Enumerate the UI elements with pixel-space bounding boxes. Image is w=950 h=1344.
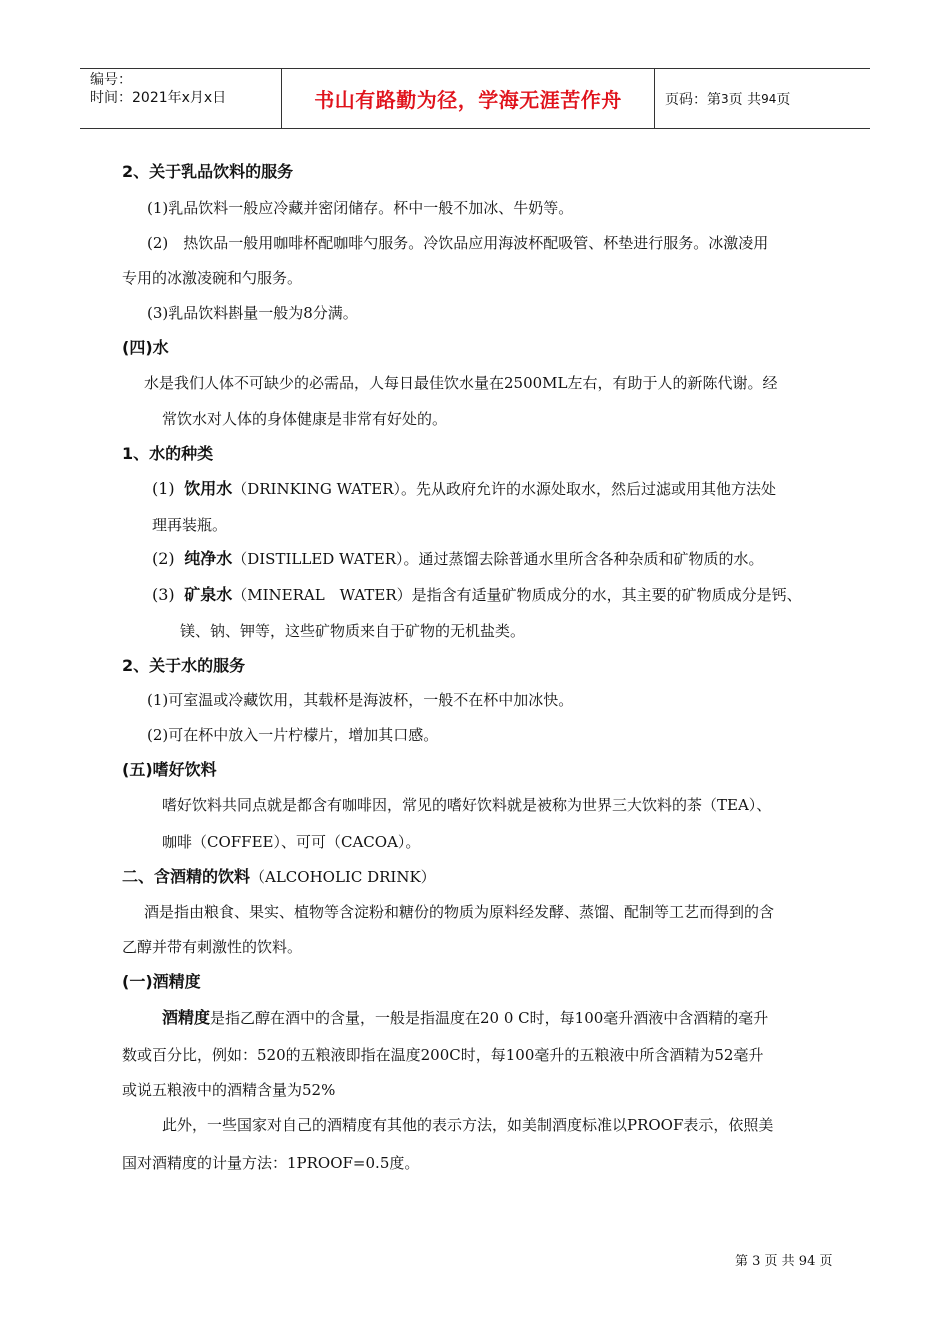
time-label: 时间：2021年x月x日 [90,90,227,106]
list-item [152,585,802,605]
paragraph-line: 此外，一些国家对自己的酒精度有其他的表示方法，如美制酒度标准以PROOF表示，依照美 [162,1116,774,1134]
heading-bold: 二、含酒精的饮料 [122,867,251,886]
header-page-info [655,69,870,128]
paragraph-line: 镁、钠、钾等，这些矿物质来自于矿物的无机盐类。 [180,622,526,640]
section-heading: 2、关于乳品饮料的服务 [122,162,294,181]
paragraph-line: (1)乳品饮料一般应冷藏并密闭储存。杯中一般不加冰、牛奶等。 [147,199,574,217]
paragraph-line: 酒是指由粮食、果实、植物等含淀粉和糖份的物质为原料经发酵、蒸馏、配制等工艺而得到的含 [144,903,775,921]
page-header [80,68,870,129]
page-prefix: 页码：第 [665,91,721,108]
paragraph-line: 理再装瓶。 [152,516,228,534]
page-footer: 第 3 页 共 94 页 [735,1254,833,1269]
paragraph-line [162,1008,768,1028]
paragraph-line: 专用的冰激凌碗和勺服务。 [122,269,303,287]
section-heading: (五)嗜好饮料 [122,760,217,779]
list-item [152,549,764,569]
section-heading: (一)酒精度 [122,972,201,991]
list-text: （DISTILLED WATER）。通过蒸馏去除普通水里所含各种杂质和矿物质的水。 [232,550,764,568]
paragraph-line: (2) 热饮品一般用咖啡杯配咖啡勺服务。冷饮品应用海波杯配吸管、杯垫进行服务。冰激凌用 [147,234,769,252]
paragraph-line: 常饮水对人体的身体健康是非常有好处的。 [162,410,448,428]
list-number: (3) [152,585,175,604]
page-mid: 页 共 [728,91,762,108]
heading-suffix: （ALCOHOLIC DRINK） [250,868,436,886]
paragraph-line: 数或百分比，例如：520的五粮液即指在温度200C时，每100毫升的五粮液中所含酒精为52毫升 [122,1046,764,1064]
paragraph-line: 水是我们人体不可缺少的必需品，人每日最佳饮水量在2500ML左右，有助于人的新陈代谢。经 [144,374,778,392]
paragraph-line: (3)乳品饮料斟量一般为8分满。 [147,304,358,322]
paragraph-line: (1)可室温或冷藏饮用，其载杯是海波杯，一般不在杯中加冰快。 [147,691,574,709]
list-number: (2) [152,549,175,568]
page-number: 3 [721,91,729,106]
serial-label: 编号： [90,72,132,88]
term-bold: 纯净水 [184,549,233,568]
paragraph-line: (2)可在杯中放入一片柠檬片，增加其口感。 [147,726,439,744]
paragraph-text: 是指乙醇在酒中的含量，一般是指温度在20 0 C时，每100毫升酒液中含酒精的毫升 [210,1009,769,1027]
header-motto: 书山有路勤为径，学海无涯苦作舟 [282,69,655,128]
header-meta [80,69,282,128]
paragraph-line: 国对酒精度的计量方法：1PROOF=0.5度。 [122,1154,420,1172]
paragraph-line: 咖啡（COFFEE）、可可（CACOA）。 [162,833,421,851]
section-heading: (四)水 [122,338,169,357]
paragraph-line: 乙醇并带有刺激性的饮料。 [122,938,303,956]
section-heading [122,867,436,887]
paragraph-line: 或说五粮液中的酒精含量为52% [122,1081,336,1099]
list-item [152,479,776,499]
term-bold: 矿泉水 [184,585,233,604]
section-heading: 1、水的种类 [122,444,214,463]
page-suffix: 页 [776,91,791,108]
section-heading: 2、关于水的服务 [122,656,246,675]
page-total: 94 [761,91,777,106]
list-text: （DRINKING WATER）。先从政府允许的水源处取水，然后过滤或用其他方法处 [232,480,777,498]
list-text: （MINERAL WATER）是指含有适量矿物质成分的水，其主要的矿物质成分是钙、 [232,586,802,604]
paragraph-line: 嗜好饮料共同点就是都含有咖啡因，常见的嗜好饮料就是被称为世界三大饮料的茶（TEA）、 [162,796,772,814]
term-bold: 酒精度 [162,1008,211,1027]
term-bold: 饮用水 [184,479,233,498]
list-number: (1) [152,479,175,498]
